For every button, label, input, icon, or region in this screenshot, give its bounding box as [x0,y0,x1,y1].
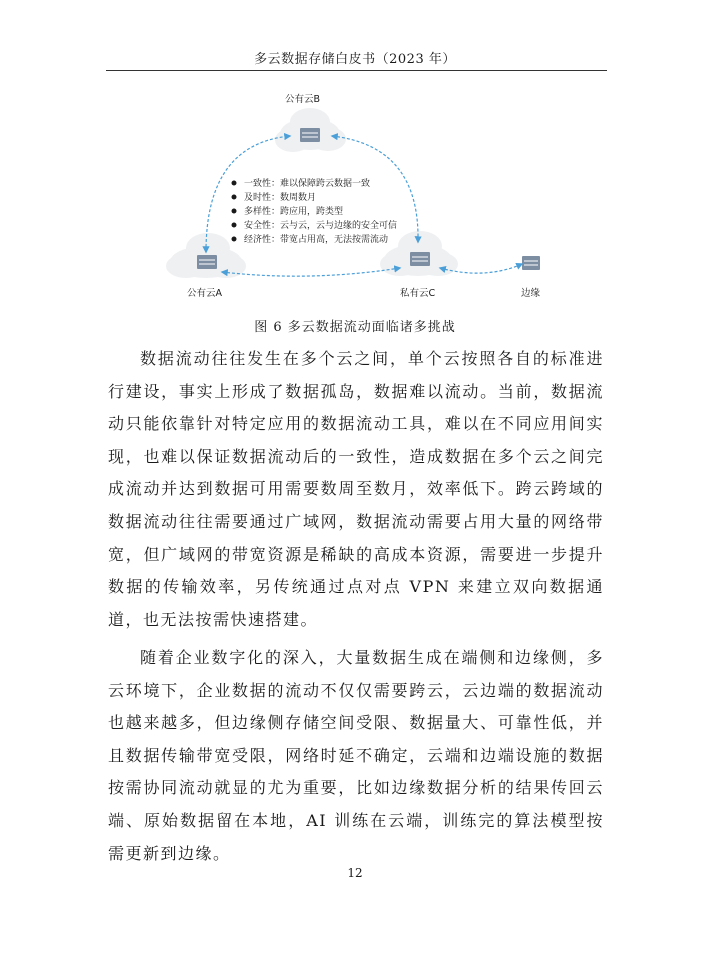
header-rule [106,70,607,71]
edge-server-icon [522,256,540,270]
cloud-b-icon [275,108,346,152]
bullet-security: 安全性：云与云，云与边缘的安全可信 [244,221,398,231]
cloud-b-label: 公有云B [285,94,321,105]
bullet-timeliness: 及时性：数周数月 [244,193,317,203]
bullet-consistency: 一致性：难以保障跨云数据一致 [244,179,371,189]
cloud-a-label: 公有云A [187,288,222,299]
challenge-bullet-list [232,177,398,245]
bullet-diversity: 多样性：跨应用，跨类型 [244,207,344,217]
edge-label: 边缘 [521,288,541,299]
arrow-a-c [222,268,400,276]
bullet-economy: 经济性：带宽占用高，无法按需流动 [244,235,389,245]
body-paragraph: 随着企业数字化的深入，大量数据生成在端侧和边缘侧，多云环境下，企业数据的流动不仅仅需要跨云，云边端的数据流动也越来越多，但边缘侧存储空间受限、数据量大、可靠性低，并且数据传输带宽受限，网络时延不确定，云端和边端设施的数据按需协同流动就显的尤为重要，比如边缘数据分析的结果传回云端、原始数据留在本地，AI 训练在云端，训练完的算法模型按需更新到边缘。 [108,648,604,863]
running-header: 多云数据存储白皮书（2023 年） [254,52,456,67]
figure-caption: 图 6 多云数据流动面临诸多挑战 [254,320,456,335]
page-number: 12 [347,866,363,880]
cloud-c-label: 私有云C [400,288,436,299]
multi-cloud-data-flow-diagram [150,84,560,304]
body-paragraph: 数据流动往往发生在多个云之间，单个云按照各自的标准进行建设，事实上形成了数据孤岛，数据难以流动。当前，数据流动只能依靠针对特定应用的数据流动工具，难以在不同应用间实现，也难以保证数据流动后的一致性，造成数据在多个云之间完成流动并达到数据可用需要数周至数月，效率低下。跨云跨域的数据流动往往需要通过广域网，数据流动需要占用大量的网络带宽，但广域网的带宽资源是稀缺的高成本资源，需要进一步提升数据的传输效率，另传统通过点对点 VPN 来建立双向数据通道，也无法按需快速搭建。 [108,349,604,629]
